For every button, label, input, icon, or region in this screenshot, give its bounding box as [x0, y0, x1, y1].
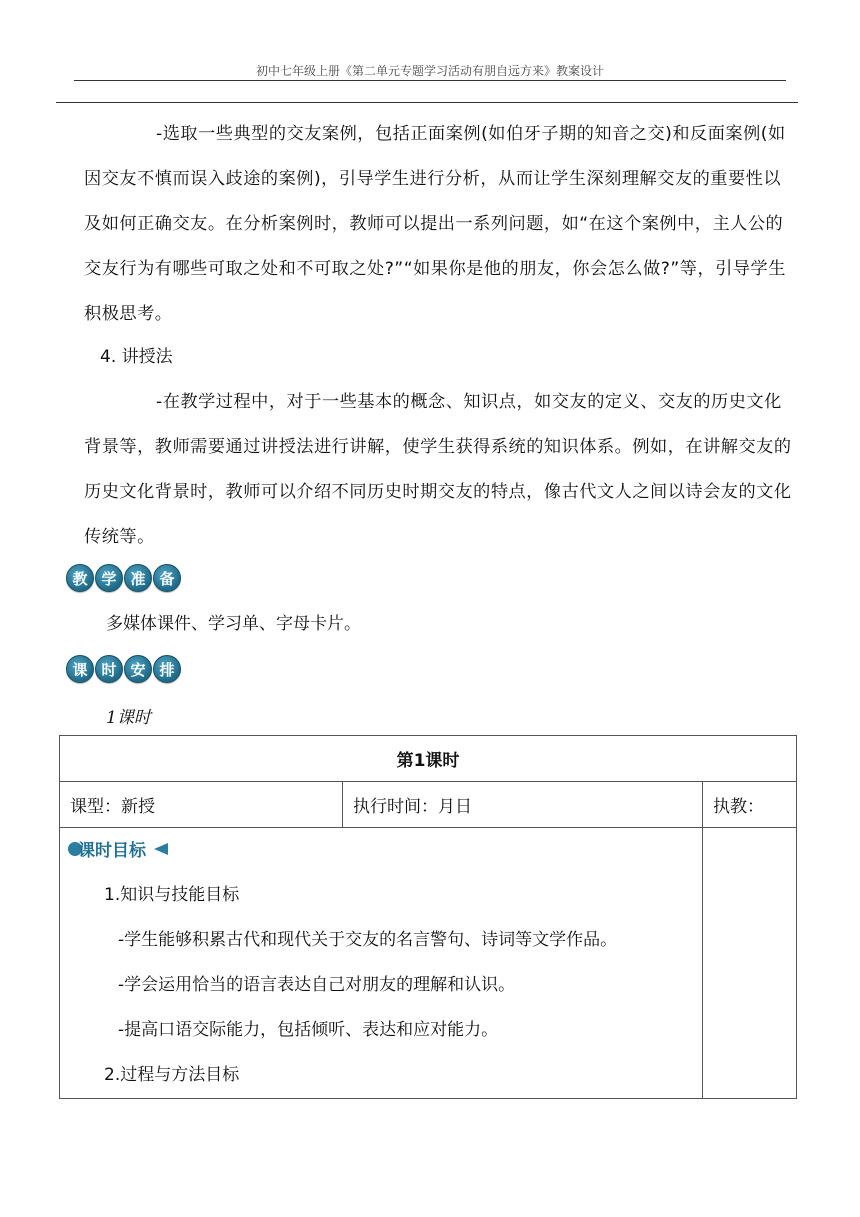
badge-char: 时	[95, 655, 123, 683]
goal-item: -提高口语交际能力，包括倾听、表达和应对能力。	[118, 1020, 499, 1040]
goals-side-cell	[703, 828, 797, 1099]
goals-badge-label: 课时目标	[78, 841, 146, 861]
header-rule	[74, 80, 786, 81]
badge-char: 教	[66, 564, 94, 592]
badge-char: 准	[124, 564, 152, 592]
goal-heading-1: 1.知识与技能目标	[104, 885, 240, 905]
lesson-type: 课型：新授	[70, 797, 155, 817]
teaching-prep-badge	[66, 564, 181, 592]
page-header: 初中七年级上册《第二单元专题学习活动有朋自远方来》教案设计	[255, 64, 604, 78]
lesson-table	[59, 735, 797, 1099]
badge-char: 安	[124, 655, 152, 683]
goals-badge	[68, 836, 168, 861]
badge-char: 备	[153, 564, 181, 592]
teaching-prep-text: 多媒体课件、学习单、字母卡片。	[106, 614, 361, 634]
lecture-method-paragraph: -在教学过程中，对于一些基本的概念、知识点，如交友的定义、交友的历史文化背景等，教师需要通过讲授法进行讲解，使学生获得系统的知识体系。例如，在讲解交友的历史文化背景时，教师可以介绍不同历史时期交友的特点，像古代文人之间以诗会友的文化传统等。	[84, 392, 792, 547]
lesson-type-cell	[60, 782, 343, 828]
badge-char: 排	[153, 655, 181, 683]
schedule-text: 1课时	[106, 708, 151, 728]
lesson-time: 执行时间：月日	[353, 797, 472, 817]
badge-char: 学	[95, 564, 123, 592]
lesson-teacher: 执教：	[713, 797, 764, 817]
case-method-paragraph: -选取一些典型的交友案例，包括正面案例(如伯牙子期的知音之交)和反面案例(如因交友不慎而误入歧途的案例)，引导学生进行分析，从而让学生深刻理解交友的重要性以及如何正确交友。在分析案例时，教师可以提出一系列问题，如“在这个案例中，主人公的交友行为有哪些可取之处和不可取之处?”“如果你是他的朋友，你会怎么做?”等，引导学生积极思考。	[84, 124, 786, 324]
schedule-badge	[66, 655, 181, 683]
lesson-teacher-cell	[703, 782, 797, 828]
goal-item: -学生能够积累古代和现代关于交友的名言警句、诗词等文学作品。	[118, 930, 618, 950]
arrow-left-icon	[154, 843, 168, 855]
goal-item: -学会运用恰当的语言表达自己对朋友的理解和认识。	[118, 975, 516, 995]
lesson-title: 第1课时	[60, 736, 797, 782]
lecture-method-heading: 4. 讲授法	[100, 347, 173, 367]
lesson-time-cell	[343, 782, 703, 828]
header-divider	[56, 102, 798, 103]
goals-cell	[60, 828, 703, 1099]
badge-char: 课	[66, 655, 94, 683]
goal-heading-2: 2.过程与方法目标	[104, 1065, 240, 1085]
